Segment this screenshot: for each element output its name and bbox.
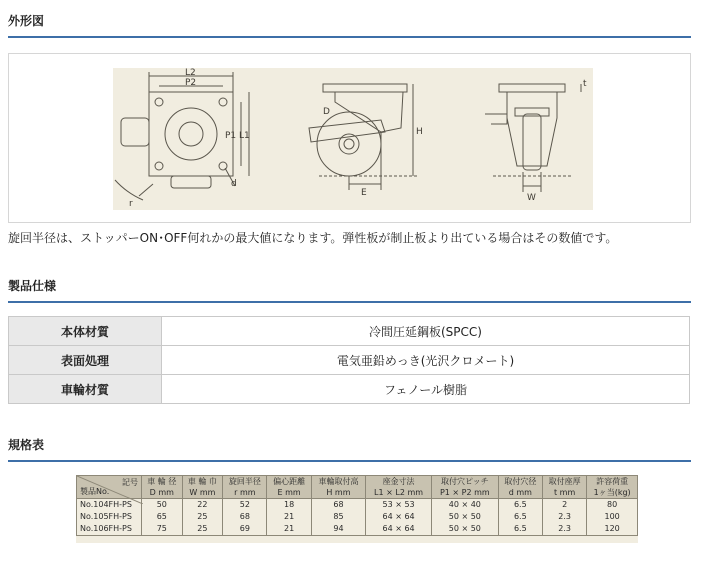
table-cell: 50 × 50 bbox=[431, 511, 498, 523]
table-cell: 21 bbox=[267, 511, 311, 523]
label-r: r bbox=[129, 199, 133, 209]
size-table-image bbox=[76, 475, 638, 543]
spec-value: 冷間圧延鋼板(SPCC) bbox=[162, 317, 690, 346]
spec-label: 表面処理 bbox=[9, 346, 162, 375]
table-cell: 40 × 40 bbox=[431, 499, 498, 512]
product-no: No.105FH-PS bbox=[77, 511, 142, 523]
table-cell: 25 bbox=[182, 511, 223, 523]
corner-symbol: 記号 bbox=[122, 478, 138, 487]
table-cell: 21 bbox=[267, 523, 311, 536]
turning-radius-note: 旋回半径は、ストッパーON･OFF何れかの最大値になります。弾性板が制止板より出ている場合はその数値です。 bbox=[8, 231, 618, 245]
table-row bbox=[77, 499, 638, 512]
label-wheel-d: D bbox=[323, 107, 330, 117]
table-cell: 80 bbox=[587, 499, 638, 512]
label-l2: L2 bbox=[185, 68, 196, 78]
table-cell: 64 × 64 bbox=[366, 511, 432, 523]
table-cell: 6.5 bbox=[498, 499, 542, 512]
label-t: t bbox=[583, 79, 587, 89]
table-row bbox=[9, 375, 690, 404]
caster-technical-drawing bbox=[113, 68, 593, 210]
table-cell: 50 bbox=[142, 499, 183, 512]
table-cell: 25 bbox=[182, 523, 223, 536]
table-cell: 18 bbox=[267, 499, 311, 512]
label-l1: L1 bbox=[239, 131, 250, 141]
table-row bbox=[9, 346, 690, 375]
table-cell: 2 bbox=[542, 499, 586, 512]
col-header: 車 輪 巾 W mm bbox=[182, 476, 223, 499]
label-d: d bbox=[231, 179, 237, 189]
table-cell: 52 bbox=[223, 499, 267, 512]
table-cell: 75 bbox=[142, 523, 183, 536]
table-cell: 2.3 bbox=[542, 523, 586, 536]
col-header: 取付座厚 t mm bbox=[542, 476, 586, 499]
spec-value: フェノール樹脂 bbox=[162, 375, 690, 404]
table-row bbox=[77, 523, 638, 536]
label-w: W bbox=[527, 193, 536, 203]
size-table bbox=[76, 475, 638, 536]
table-cell: 6.5 bbox=[498, 511, 542, 523]
col-header: 車 輪 径 D mm bbox=[142, 476, 183, 499]
table-cell: 69 bbox=[223, 523, 267, 536]
section-title-spec: 製品仕様 bbox=[8, 277, 691, 303]
corner-product-no: 製品No. bbox=[80, 487, 110, 496]
spec-label: 車輪材質 bbox=[9, 375, 162, 404]
outline-drawing-panel bbox=[8, 53, 691, 223]
col-header: 許容荷重 1ヶ当(kg) bbox=[587, 476, 638, 499]
col-header: 車輪取付高 H mm bbox=[311, 476, 365, 499]
spec-table bbox=[8, 316, 690, 404]
table-cell: 53 × 53 bbox=[366, 499, 432, 512]
table-cell: 68 bbox=[311, 499, 365, 512]
table-row bbox=[77, 511, 638, 523]
section-title-size: 規格表 bbox=[8, 436, 691, 462]
table-row bbox=[9, 317, 690, 346]
label-e: E bbox=[361, 188, 367, 198]
col-header: 取付穴径 d mm bbox=[498, 476, 542, 499]
table-cell: 120 bbox=[587, 523, 638, 536]
section-title-outline: 外形図 bbox=[8, 12, 691, 38]
size-table-header bbox=[77, 476, 638, 499]
product-no: No.106FH-PS bbox=[77, 523, 142, 536]
table-cell: 2.3 bbox=[542, 511, 586, 523]
table-cell: 94 bbox=[311, 523, 365, 536]
table-cell: 22 bbox=[182, 499, 223, 512]
corner-header bbox=[77, 476, 142, 499]
table-cell: 64 × 64 bbox=[366, 523, 432, 536]
table-cell: 65 bbox=[142, 511, 183, 523]
outline-drawing bbox=[113, 68, 593, 210]
col-header: 偏心距離 E mm bbox=[267, 476, 311, 499]
table-cell: 68 bbox=[223, 511, 267, 523]
col-header: 取付穴ピッチ P1 × P2 mm bbox=[431, 476, 498, 499]
col-header: 旋回半径 r mm bbox=[223, 476, 267, 499]
table-cell: 100 bbox=[587, 511, 638, 523]
label-h: H bbox=[416, 127, 423, 137]
table-cell: 6.5 bbox=[498, 523, 542, 536]
label-p2: P2 bbox=[185, 78, 197, 88]
col-header: 座金寸法 L1 × L2 mm bbox=[366, 476, 432, 499]
label-p1: P1 bbox=[225, 131, 237, 141]
table-cell: 50 × 50 bbox=[431, 523, 498, 536]
product-no: No.104FH-PS bbox=[77, 499, 142, 512]
spec-label: 本体材質 bbox=[9, 317, 162, 346]
spec-value: 電気亜鉛めっき(光沢クロメート) bbox=[162, 346, 690, 375]
table-cell: 85 bbox=[311, 511, 365, 523]
